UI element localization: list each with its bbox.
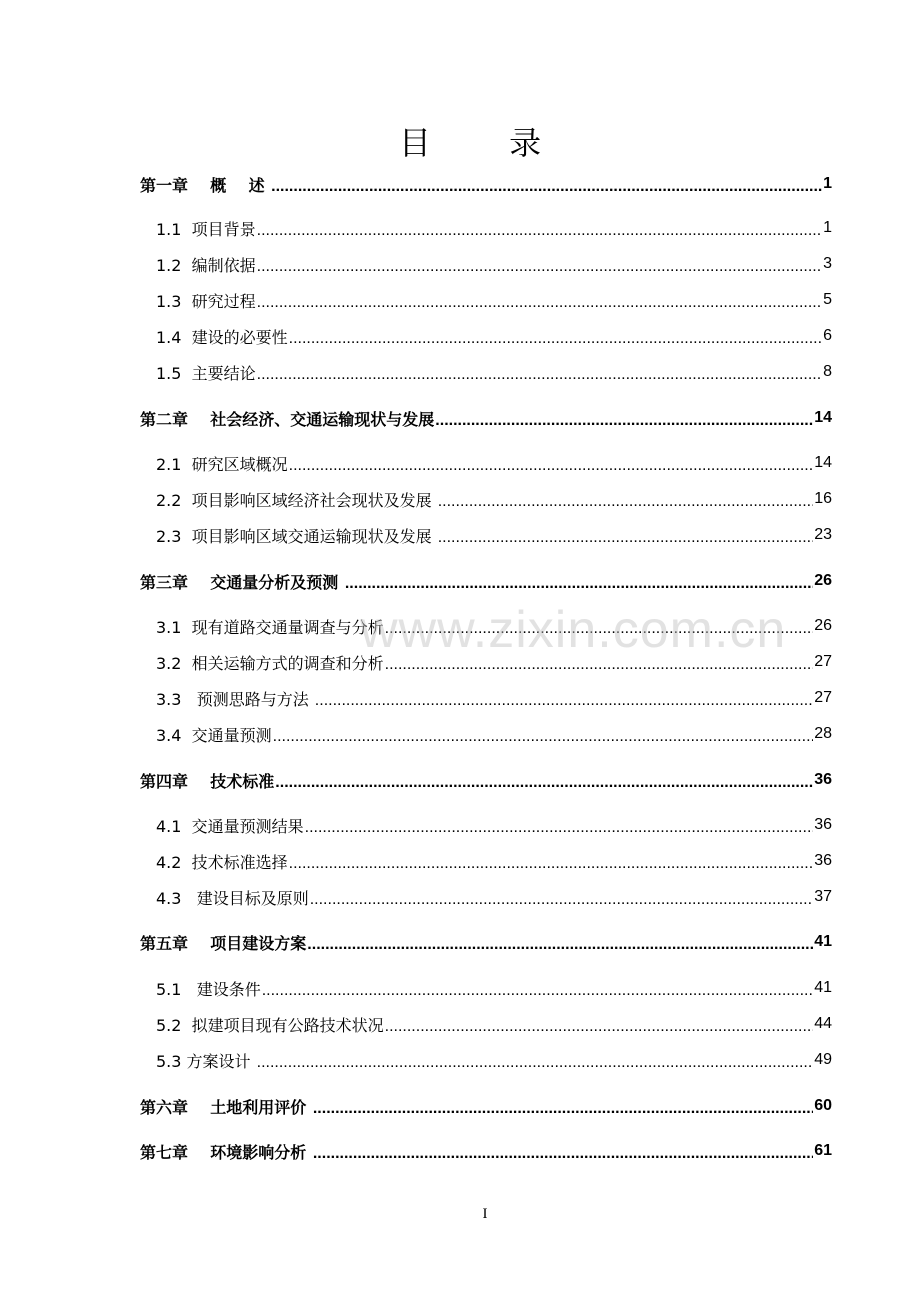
toc-entry-page-number: 61 xyxy=(814,1142,832,1159)
toc-entry-label: 1.4 建设的必要性 xyxy=(156,327,288,347)
toc-leader-dots xyxy=(275,772,813,792)
toc-chapter-entry[interactable] xyxy=(140,1092,832,1120)
toc-section-entry[interactable] xyxy=(156,684,832,712)
toc-entry-page-number: 8 xyxy=(823,363,832,380)
toc-entry-label: 第七章 环境影响分析 xyxy=(140,1142,312,1162)
toc-chapter-entry[interactable] xyxy=(140,404,832,432)
toc-leader-dots xyxy=(435,410,813,430)
toc-entry-label: 3.4 交通量预测 xyxy=(156,725,272,745)
toc-entry-page-number: 60 xyxy=(814,1097,832,1114)
toc-leader-dots xyxy=(262,980,813,1000)
toc-entry-page-number: 28 xyxy=(814,725,832,742)
toc-chapter-entry[interactable] xyxy=(140,766,832,794)
toc-chapter-entry[interactable] xyxy=(140,1137,832,1165)
toc-chapter-entry[interactable] xyxy=(140,170,832,198)
footer-page-number: I xyxy=(482,1206,488,1222)
toc-entry-label: 3.1 现有道路交通量调查与分析 xyxy=(156,617,384,637)
toc-section-entry[interactable] xyxy=(156,1046,832,1074)
toc-leader-dots xyxy=(273,726,814,746)
toc-entry-label: 3.2 相关运输方式的调查和分析 xyxy=(156,653,384,673)
toc-entry-label: 1.2 编制依据 xyxy=(156,255,256,275)
toc-entry-page-number: 36 xyxy=(814,852,832,869)
toc-leader-dots xyxy=(257,1052,814,1072)
toc-leader-dots xyxy=(313,1098,813,1118)
toc-section-entry[interactable] xyxy=(156,811,832,839)
toc-entry-page-number: 5 xyxy=(823,291,832,308)
toc-entry-label: 5.1 建设条件 xyxy=(156,979,261,999)
toc-entry-page-number: 36 xyxy=(814,771,832,788)
toc-leader-dots xyxy=(289,328,822,348)
toc-entry-page-number: 26 xyxy=(814,572,832,589)
toc-section-entry[interactable] xyxy=(156,214,832,242)
toc-entry-label: 第一章 概 述 xyxy=(140,175,271,195)
toc-entry-page-number: 3 xyxy=(823,255,832,272)
toc-entry-label: 5.2 拟建项目现有公路技术状况 xyxy=(156,1015,384,1035)
toc-entry-label: 3.3 预测思路与方法 xyxy=(156,689,314,709)
toc-entry-label: 2.1 研究区域概况 xyxy=(156,454,288,474)
toc-entry-page-number: 1 xyxy=(823,219,832,236)
toc-entry-page-number: 41 xyxy=(814,933,832,950)
toc-section-entry[interactable] xyxy=(156,720,832,748)
toc-leader-dots xyxy=(305,817,814,837)
toc-entry-label: 第四章 技术标准 xyxy=(140,771,275,791)
toc-chapter-entry[interactable] xyxy=(140,567,832,595)
toc-section-entry[interactable] xyxy=(156,449,832,477)
toc-leader-dots xyxy=(289,455,814,475)
toc-entry-page-number: 27 xyxy=(814,689,832,706)
toc-entry-page-number: 16 xyxy=(814,490,832,507)
toc-entry-label: 2.3 项目影响区域交通运输现状及发展 xyxy=(156,526,437,546)
toc-entry-page-number: 6 xyxy=(823,327,832,344)
toc-leader-dots xyxy=(315,690,813,710)
toc-section-entry[interactable] xyxy=(156,847,832,875)
toc-entry-label: 5.3 方案设计 xyxy=(156,1051,256,1071)
toc-section-entry[interactable] xyxy=(156,250,832,278)
toc-leader-dots xyxy=(385,1016,814,1036)
toc-leader-dots xyxy=(271,176,822,196)
toc-entry-label: 2.2 项目影响区域经济社会现状及发展 xyxy=(156,490,437,510)
toc-entry-label: 1.1 项目背景 xyxy=(156,219,256,239)
toc-entry-page-number: 14 xyxy=(814,409,832,426)
toc-leader-dots xyxy=(345,573,813,593)
toc-chapter-entry[interactable] xyxy=(140,928,832,956)
toc-leader-dots xyxy=(257,364,822,384)
toc-leader-dots xyxy=(257,292,822,312)
toc-entry-page-number: 49 xyxy=(814,1051,832,1068)
toc-entry-label: 第六章 土地利用评价 xyxy=(140,1097,312,1117)
toc-leader-dots xyxy=(438,527,813,547)
toc-entry-page-number: 36 xyxy=(814,816,832,833)
toc-leader-dots xyxy=(310,889,813,909)
toc-section-entry[interactable] xyxy=(156,322,832,350)
toc-entry-page-number: 37 xyxy=(814,888,832,905)
toc-leader-dots xyxy=(438,491,813,511)
toc-entry-label: 第三章 交通量分析及预测 xyxy=(140,572,344,592)
toc-section-entry[interactable] xyxy=(156,521,832,549)
toc-leader-dots xyxy=(289,853,814,873)
toc-section-entry[interactable] xyxy=(156,1010,832,1038)
toc-entry-label: 1.5 主要结论 xyxy=(156,363,256,383)
toc-section-entry[interactable] xyxy=(156,883,832,911)
toc-entry-page-number: 23 xyxy=(814,526,832,543)
toc-entry-page-number: 1 xyxy=(823,175,832,192)
toc-entry-page-number: 44 xyxy=(814,1015,832,1032)
toc-leader-dots xyxy=(313,1143,813,1163)
toc-entry-label: 1.3 研究过程 xyxy=(156,291,256,311)
toc-section-entry[interactable] xyxy=(156,358,832,386)
toc-section-entry[interactable] xyxy=(156,485,832,513)
toc-leader-dots xyxy=(257,220,822,240)
toc-leader-dots xyxy=(257,256,822,276)
toc-section-entry[interactable] xyxy=(156,286,832,314)
watermark: www.zixin.com.cn xyxy=(360,601,787,659)
toc-entry-page-number: 26 xyxy=(814,617,832,634)
toc-entry-page-number: 27 xyxy=(814,653,832,670)
toc-entry-page-number: 14 xyxy=(814,454,832,471)
toc-entry-label: 第二章 社会经济、交通运输现状与发展 xyxy=(140,409,435,429)
toc-entry-page-number: 41 xyxy=(814,979,832,996)
toc-entry-label: 4.3 建设目标及原则 xyxy=(156,888,309,908)
toc-title: 目 录 xyxy=(398,124,576,162)
toc-leader-dots xyxy=(307,934,813,954)
toc-entry-label: 4.2 技术标准选择 xyxy=(156,852,288,872)
toc-entry-label: 4.1 交通量预测结果 xyxy=(156,816,304,836)
toc-entry-label: 第五章 项目建设方案 xyxy=(140,933,307,953)
toc-section-entry[interactable] xyxy=(156,974,832,1002)
